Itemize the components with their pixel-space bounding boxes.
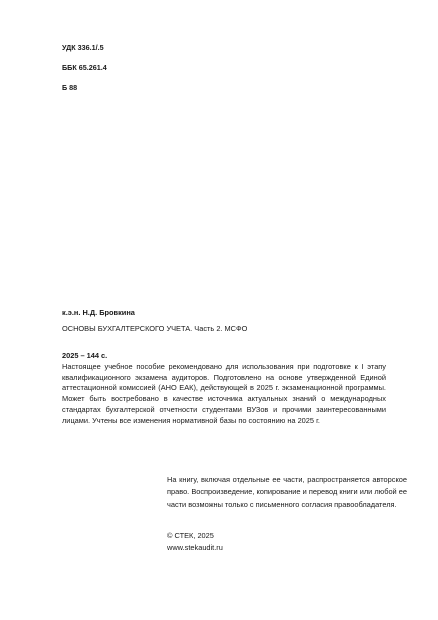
author-mark: Б 88 bbox=[62, 83, 78, 92]
annotation-text: Настоящее учебное пособие рекомендовано для использования при подготовке к I этапу квалификационного экзамена аудиторов. Подготовлено на основе утвержденной Единой аттестационной комиссией (АНО ЕАК), действующей в 2025 г. экзаменационной программы. Может быть востребовано в качестве источника актуальных знаний о международных стандартах бухгалтерской отчетности студентами ВУЗов и прочими заинтересованными лицами. Учтены все изменения нормативной базы по состоянию на 2025 г. bbox=[62, 362, 386, 425]
author-name: к.э.н. Н.Д. Бровкина bbox=[62, 308, 135, 317]
udk-code: УДК 336.1/.5 bbox=[62, 43, 104, 52]
publisher-block bbox=[167, 530, 223, 554]
book-title: ОСНОВЫ БУХГАЛТЕРСКОГО УЧЕТА. Часть 2. МСФО bbox=[62, 324, 248, 333]
copyright-line: © СТЕК, 2025 bbox=[167, 531, 214, 540]
bbk-code: ББК 65.261.4 bbox=[62, 63, 107, 72]
publisher-website: www.stekaudit.ru bbox=[167, 543, 223, 552]
classification-codes bbox=[62, 43, 107, 103]
copyright-notice: На книгу, включая отдельные ее части, распространяется авторское право. Воспроизведение, копирование и перевод книги или любой ее части возможны только с письменного согласия правообладателя. bbox=[167, 475, 407, 509]
publication-year-pages: 2025 – 144 с. bbox=[62, 351, 108, 360]
